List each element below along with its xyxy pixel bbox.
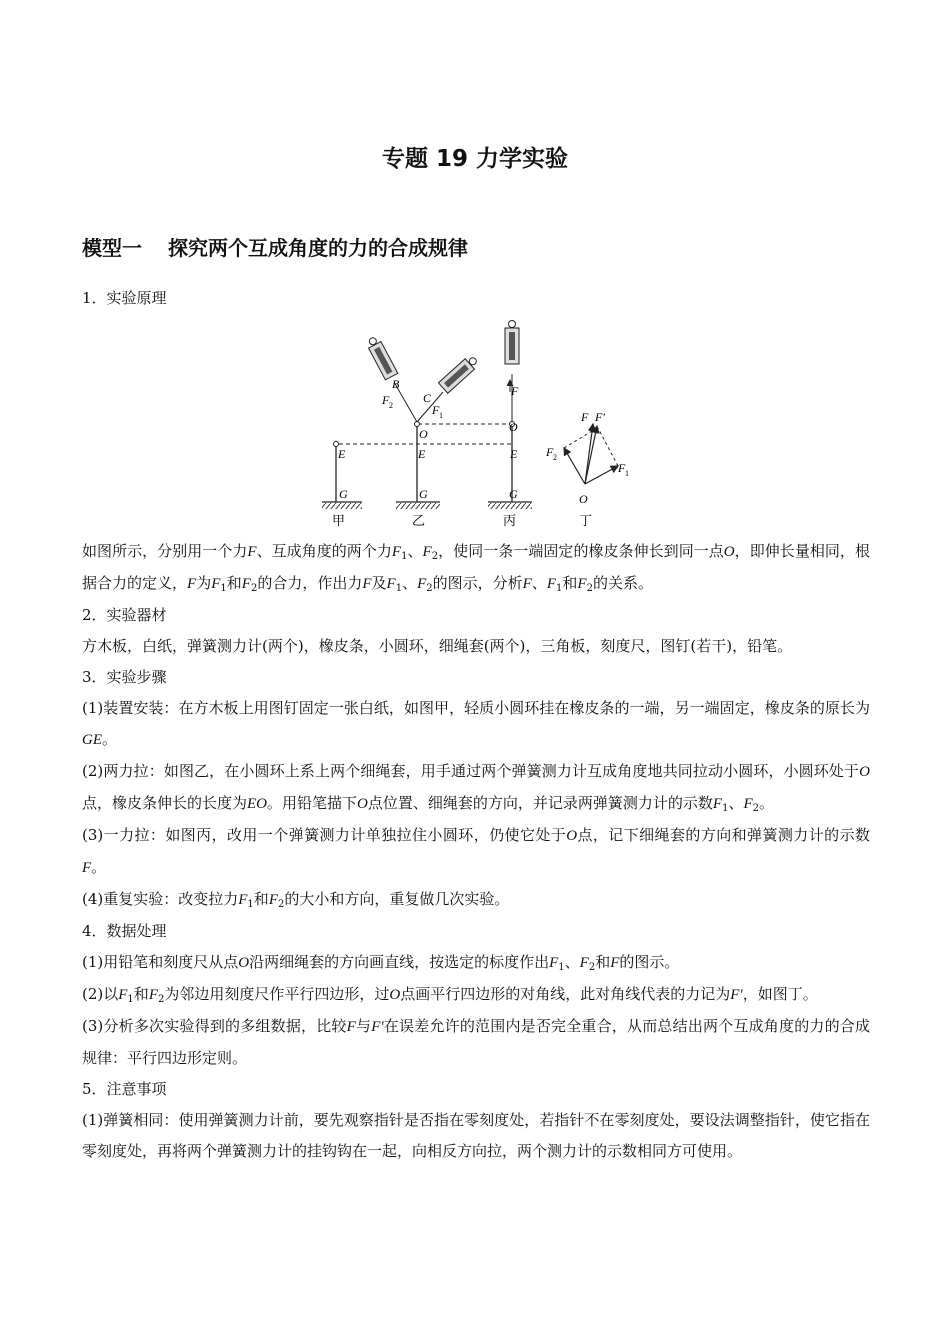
section-equipment: 2．实验器材 — [82, 606, 167, 624]
label-E-jia: E — [338, 447, 346, 461]
spring-scale-single — [505, 321, 519, 365]
label-F1-yi: F — [432, 403, 440, 417]
label-O-yi: O — [419, 427, 428, 441]
label-G-yi: G — [419, 487, 428, 501]
label-O-bing: O — [509, 420, 518, 434]
label-F1-ding-sub: 1 — [625, 469, 629, 478]
section-data: 4．数据处理 — [82, 922, 167, 940]
section-principle: 1．实验原理 — [82, 289, 167, 307]
caption-yi: 乙 — [412, 513, 426, 528]
data-1: (1)用铅笔和刻度尺从点O沿两细绳套的方向画直线，按选定的标度作出$F_1$、$F_2$和F的图示。 — [82, 953, 680, 973]
label-F2-ding: F — [546, 445, 554, 459]
model-title: 探究两个互成角度的力的合成规律 — [168, 236, 468, 260]
principle-text: 如图所示，分别用一个力F、互成角度的两个力$F_1$、$F_2$，使同一条一端固定的橡皮条伸长到同一点O，即伸长量相同，根据合力的定义，F为$F_1$和$F_2$的合力，作出力F及$F_1$、$F_2$的图示，分析F、$F_1$和$F_2$的关系。 — [82, 542, 870, 594]
label-Fp-ding: F′ — [595, 410, 605, 424]
note-1: (1)弹簧相同：使用弹簧测力计前，要先观察指针是否指在零刻度处，若指针不在零刻度处，要设法调整指针，使它指在零刻度处，再将两个弹簧测力计的挂钩钩在一起，向相反方向拉，两个测力计的示数相同方可使用。 — [82, 1111, 870, 1160]
spring-scale-right — [438, 354, 480, 394]
section-notes: 5．注意事项 — [82, 1080, 167, 1098]
step-3: (3)一力拉：如图丙，改用一个弹簧测力计单独拉住小圆环，仍使它处于O点，记下细绳套的方向和弹簧测力计的示数F。 — [82, 826, 870, 876]
label-C: C — [423, 391, 432, 405]
label-E-yi: E — [418, 447, 426, 461]
step-1: (1)装置安装：在方木板上用图钉固定一张白纸，如图甲，轻质小圆环挂在橡皮条的一端，另一端固定，橡皮条的原长为GE。 — [82, 699, 870, 748]
experiment-figure — [300, 318, 645, 530]
label-G-bing: G — [509, 487, 518, 501]
ground-bing — [488, 502, 532, 509]
caption-jia: 甲 — [332, 513, 346, 528]
label-F1-ding: F — [618, 461, 626, 475]
document-body — [82, 536, 870, 1167]
label-G-jia: G — [339, 487, 348, 501]
label-F-bing: F — [511, 384, 519, 398]
model-heading — [82, 232, 468, 261]
label-F1-yi-sub: 1 — [439, 411, 443, 420]
page-title: 专题 19 力学实验 — [381, 146, 569, 172]
equipment-text: 方木板，白纸，弹簧测力计(两个)，橡皮条，小圆环，细绳套(两个)，三角板，刻度尺，图钉(若干)，铅笔。 — [82, 637, 793, 655]
force-parallelogram — [564, 424, 618, 484]
ground-yi — [396, 502, 440, 509]
label-E-bing: E — [510, 447, 518, 461]
label-F2-yi: F — [382, 393, 390, 407]
step-4: (4)重复实验：改变拉力$F_1$和$F_2$的大小和方向，重复做几次实验。 — [82, 890, 510, 910]
caption-ding: 丁 — [579, 513, 593, 528]
section-steps: 3．实验步骤 — [82, 668, 167, 686]
step-2: (2)两力拉：如图乙，在小圆环上系上两个细绳套，用手通过两个弹簧测力计互成角度地共同拉动小圆环，小圆环处于O点，橡皮条伸长的长度为EO。用铅笔描下O点位置、细绳套的方向，并记录两弹簧测力计的示数$F_1$、$F_2$。 — [82, 762, 870, 814]
data-2: (2)以$F_1$和$F_2$为邻边用刻度尺作平行四边形，过O点画平行四边形的对角线，此对角线代表的力记为F′，如图丁。 — [82, 985, 818, 1005]
model-label: 模型一 — [82, 236, 142, 260]
caption-bing: 丙 — [503, 513, 517, 528]
spring-scale-left — [365, 335, 398, 380]
label-F-ding: F — [581, 410, 589, 424]
label-O-ding: O — [579, 492, 588, 506]
label-F2-yi-sub: 2 — [389, 401, 393, 410]
label-F2-ding-sub: 2 — [553, 453, 557, 462]
ground-jia — [322, 502, 362, 509]
data-3: (3)分析多次实验得到的多组数据，比较F与F′在误差允许的范围内是否完全重合，从而总结出两个互成角度的力的合成规律：平行四边形定则。 — [82, 1017, 870, 1067]
label-B: B — [392, 377, 400, 391]
